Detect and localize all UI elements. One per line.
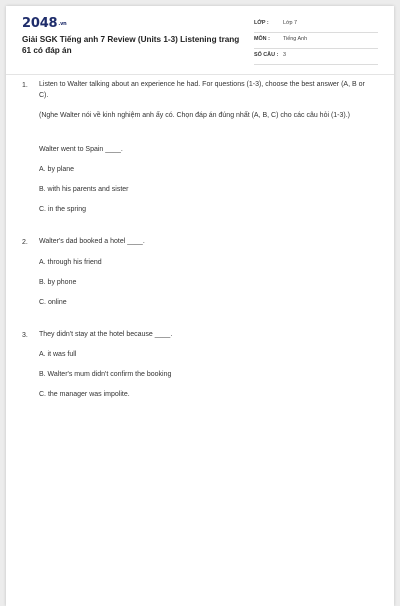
question-stem: Walter went to Spain ____. bbox=[39, 146, 123, 153]
page-title: Giải SGK Tiếng anh 7 Review (Units 1-3) Listening trang 61 có đáp án bbox=[22, 35, 240, 55]
answer-option[interactable]: A. by plane bbox=[39, 166, 75, 173]
question-stem: They didn't stay at the hotel because ____. bbox=[39, 331, 173, 338]
answer-option[interactable]: A. through his friend bbox=[39, 259, 102, 266]
question-translation: (Nghe Walter nói về kinh nghiệm anh ấy có. Chọn đáp án đúng nhất (A, B, C) cho các câu hỏi (1-3).) bbox=[39, 112, 351, 119]
answer-option[interactable]: C. the manager was impolite. bbox=[39, 391, 130, 398]
question-number: 1. bbox=[22, 82, 28, 89]
answer-option[interactable]: C. in the spring bbox=[39, 206, 87, 213]
question-stem: Walter's dad booked a hotel ____. bbox=[39, 238, 145, 245]
question-number: 3. bbox=[22, 332, 28, 339]
meta-grade-row bbox=[254, 18, 378, 33]
logo-suffix: .vn bbox=[58, 20, 67, 27]
answer-option[interactable]: B. with his parents and sister bbox=[39, 186, 129, 193]
answer-option[interactable]: B. Walter's mum didn't confirm the booking bbox=[39, 371, 172, 378]
meta-count-value: 3 bbox=[283, 52, 286, 58]
meta-grade-value: Lớp 7 bbox=[283, 20, 298, 26]
header-divider bbox=[6, 74, 394, 75]
question-instruction: Listen to Walter talking about an experience he had. For questions (1-3), choose the best answer (A, B or C). bbox=[39, 81, 365, 99]
meta-subject-row bbox=[254, 34, 378, 49]
meta-subject-value: Tiếng Anh bbox=[283, 36, 308, 42]
answer-option[interactable]: C. online bbox=[39, 299, 67, 306]
site-logo[interactable] bbox=[22, 16, 67, 31]
answer-option[interactable]: A. it was full bbox=[39, 351, 77, 358]
meta-subject-label: MÔN : bbox=[254, 36, 270, 42]
answer-option[interactable]: B. by phone bbox=[39, 279, 77, 286]
logo-text: 2048 bbox=[22, 16, 58, 31]
meta-count-label: SỐ CÂU : bbox=[254, 52, 279, 58]
meta-grade-label: LỚP : bbox=[254, 20, 269, 26]
document-sheet bbox=[6, 6, 394, 606]
document-header bbox=[6, 6, 394, 74]
meta-count-row bbox=[254, 50, 378, 65]
question-number: 2. bbox=[22, 239, 28, 246]
